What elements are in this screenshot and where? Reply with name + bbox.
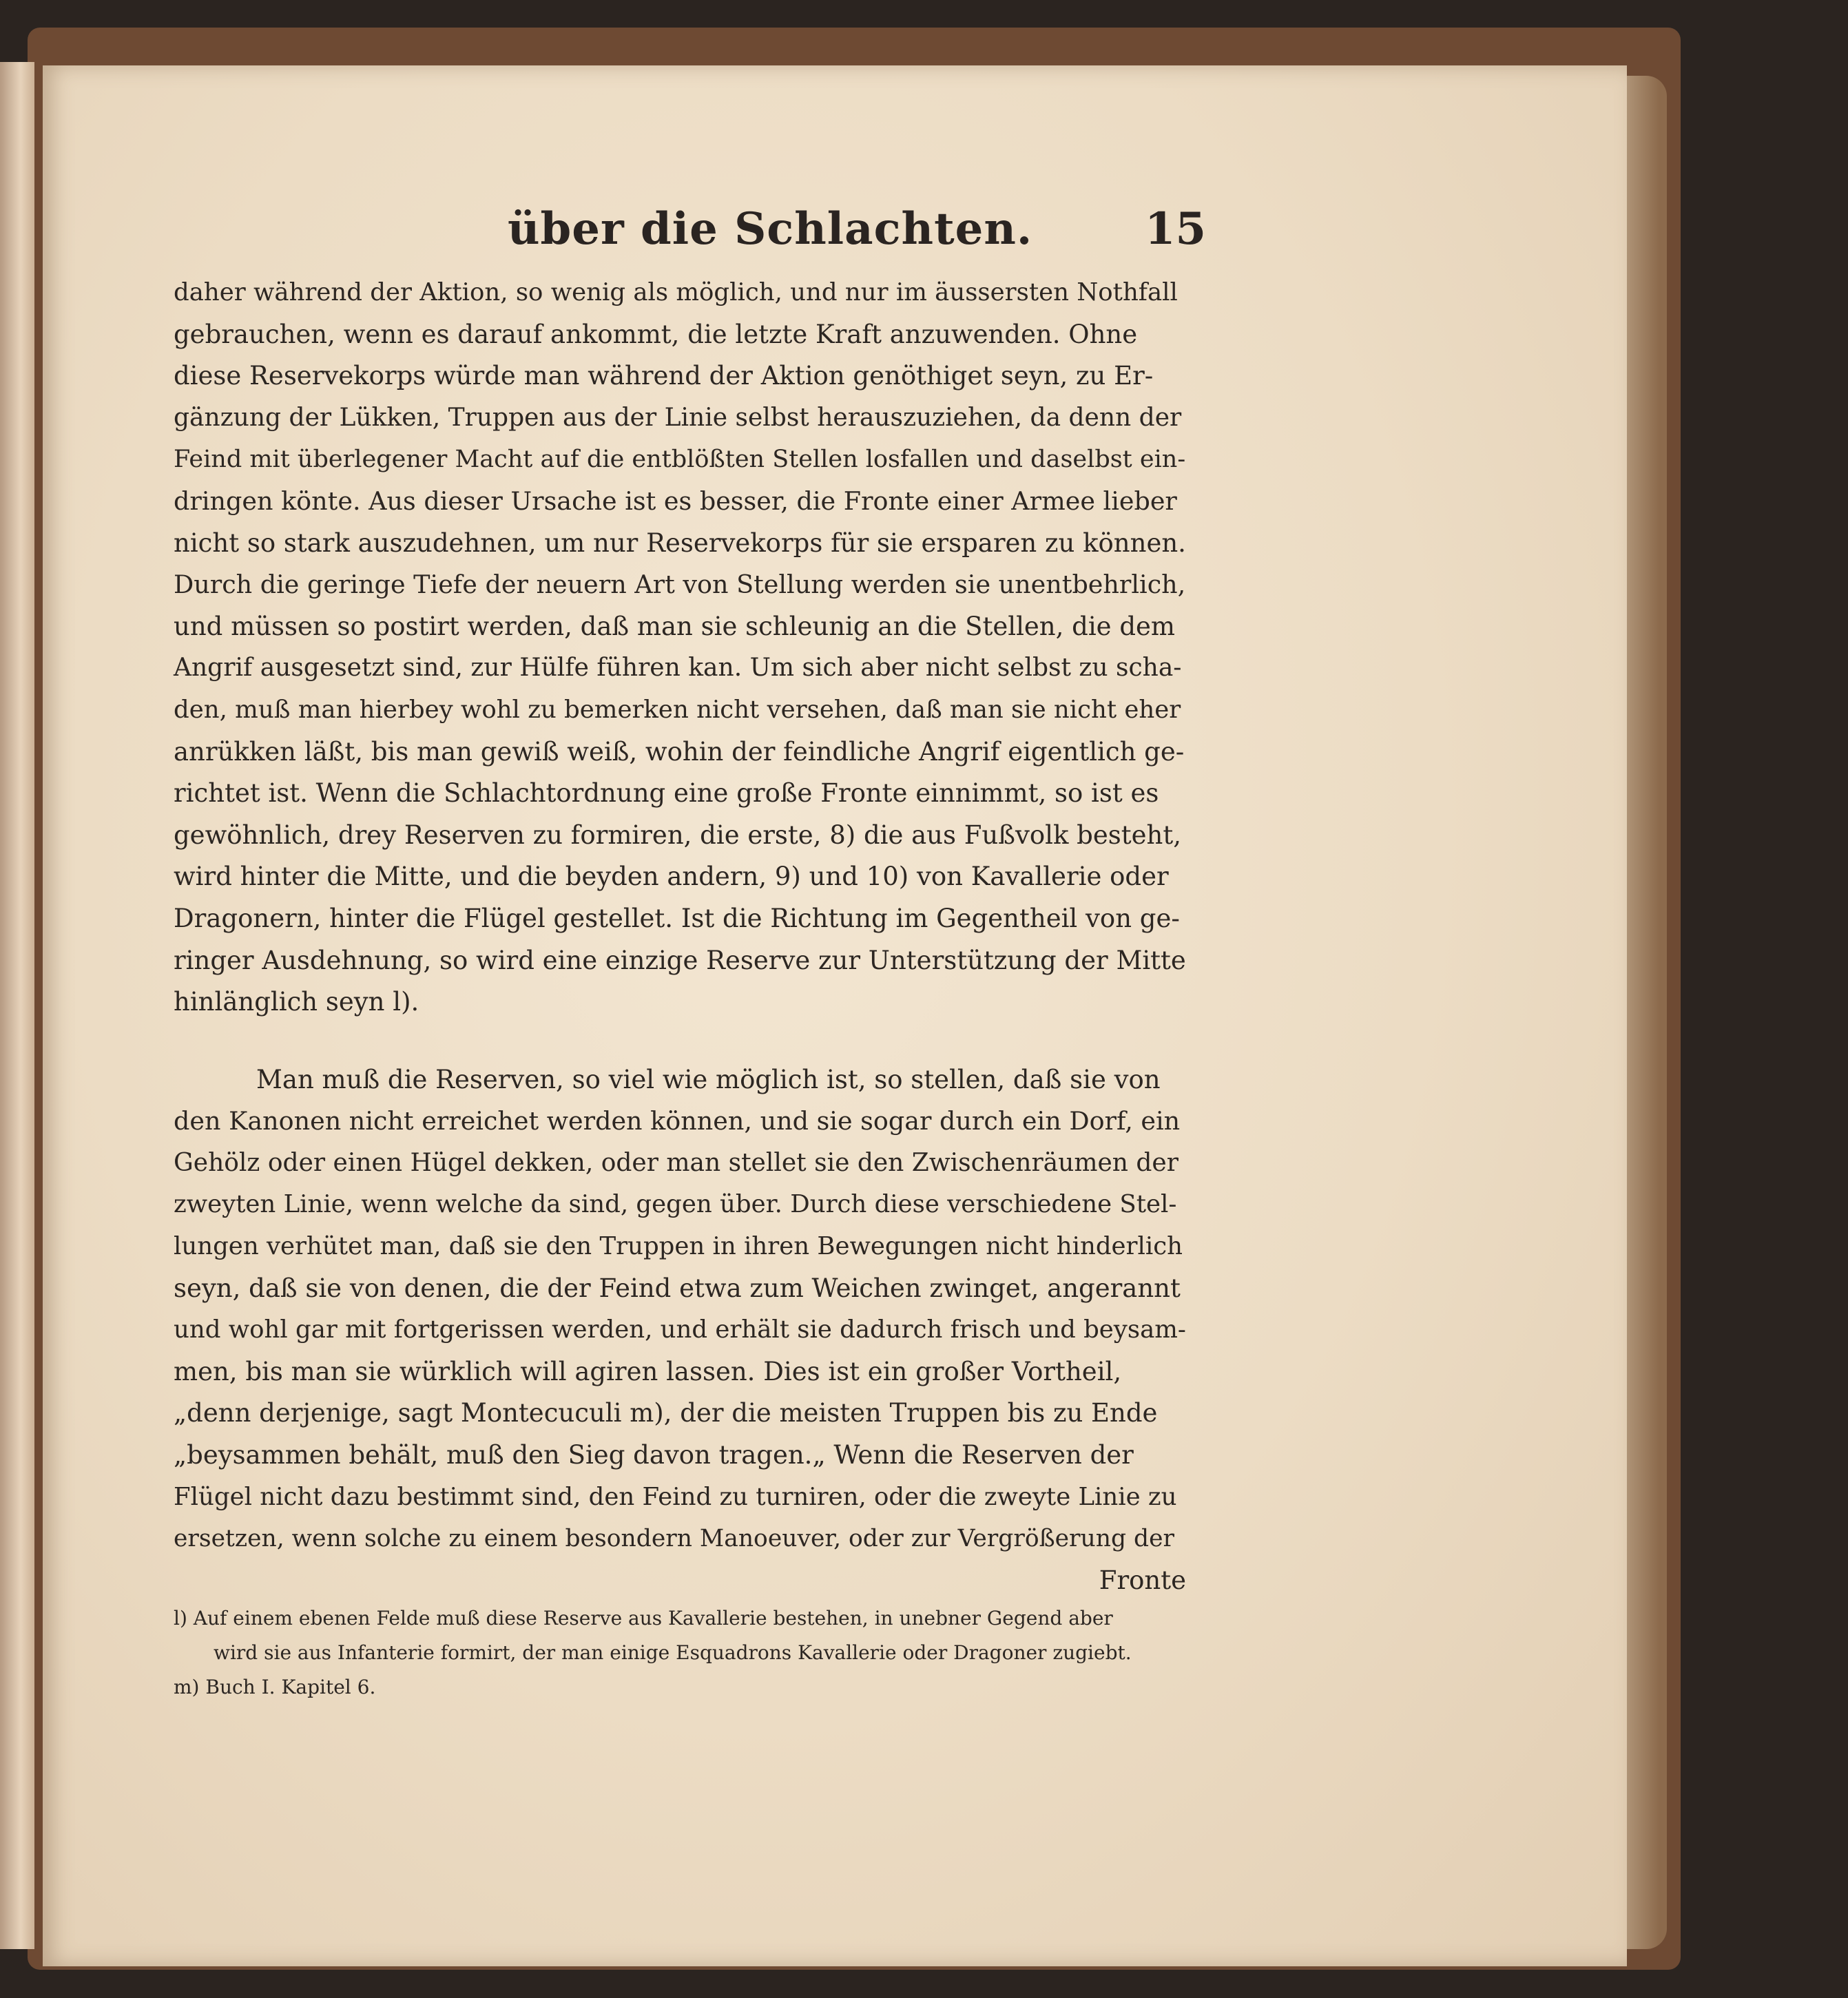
running-head bbox=[43, 203, 1627, 279]
paragraph bbox=[174, 272, 1186, 1023]
footnote-m: m) Buch I. Kapitel 6. bbox=[174, 1676, 376, 1698]
text-line: „beysammen behält, muß den Sieg davon tragen.„ Wenn die Reserven der bbox=[174, 1440, 1134, 1470]
text-line: Dragonern, hinter die Flügel gestellet. Ist die Richtung im Gegentheil von ge- bbox=[174, 903, 1180, 933]
text-line: ringer Ausdehnung, so wird eine einzige Reserve zur Unterstützung der Mitte bbox=[174, 945, 1186, 975]
text-line: den Kanonen nicht erreichet werden können, und sie sogar durch ein Dorf, ein bbox=[174, 1106, 1181, 1136]
footnote-l-continued: wird sie aus Infanterie formirt, der man einige Esquadrons Kavallerie oder Dragoner zugiebt. bbox=[214, 1641, 1132, 1664]
text-line: zweyten Linie, wenn welche da sind, gegen über. Durch diese verschiedene Stel- bbox=[174, 1190, 1177, 1219]
page-number: 15 bbox=[1145, 203, 1207, 255]
text-line: nicht so stark auszudehnen, um nur Reservekorps für sie ersparen zu können. bbox=[174, 528, 1186, 558]
text-line: Feind mit überlegener Macht auf die entblößten Stellen losfallen und daselbst ein- bbox=[174, 446, 1186, 474]
text-line: richtet ist. Wenn die Schlachtordnung eine große Fronte einnimmt, so ist es bbox=[174, 778, 1159, 809]
text-line: dringen könte. Aus dieser Ursache ist es besser, die Fronte einer Armee lieber bbox=[174, 486, 1177, 516]
paragraph-gap bbox=[174, 1023, 1186, 1059]
text-line: wird hinter die Mitte, und die beyden andern, 9) und 10) von Kavallerie oder bbox=[174, 862, 1169, 892]
paragraph bbox=[174, 1059, 1186, 1602]
text-line: und wohl gar mit fortgerissen werden, und erhält sie dadurch frisch und beysam- bbox=[174, 1315, 1186, 1344]
text-line: seyn, daß sie von denen, die der Feind etwa zum Weichen zwinget, angerannt bbox=[174, 1273, 1181, 1303]
text-line: ersetzen, wenn solche zu einem besondern Manoeuver, oder zur Vergrößerung der bbox=[174, 1525, 1175, 1553]
text-line: diese Reservekorps würde man während der Aktion genöthiget seyn, zu Er- bbox=[174, 361, 1154, 391]
text-line: anrükken läßt, bis man gewiß weiß, wohin der feindliche Angrif eigentlich ge- bbox=[174, 736, 1185, 767]
text-line: gänzung der Lükken, Truppen aus der Linie selbst herauszuziehen, da denn der bbox=[174, 403, 1182, 432]
text-line: gewöhnlich, drey Reserven zu formiren, die erste, 8) die aus Fußvolk besteht, bbox=[174, 820, 1181, 850]
text-line: daher während der Aktion, so wenig als möglich, und nur im äussersten Nothfall bbox=[174, 278, 1178, 306]
facing-page-edge bbox=[0, 62, 34, 1949]
page-title: über die Schlachten. bbox=[508, 203, 1033, 255]
text-line: Gehölz oder einen Hügel dekken, oder man stellet sie den Zwischenräumen der bbox=[174, 1148, 1179, 1177]
body-text bbox=[174, 272, 1186, 1601]
catchword: Fronte bbox=[1099, 1565, 1186, 1595]
footnotes bbox=[174, 1601, 1186, 1705]
text-line: Flügel nicht dazu bestimmt sind, den Feind zu turniren, oder die zweyte Linie zu bbox=[174, 1482, 1177, 1511]
book-page bbox=[43, 65, 1627, 1966]
text-line: und müssen so postirt werden, daß man sie schleunig an die Stellen, die dem bbox=[174, 611, 1176, 641]
text-line: Man muß die Reserven, so viel wie möglich ist, so stellen, daß sie von bbox=[256, 1064, 1161, 1094]
text-line: Angrif ausgesetzt sind, zur Hülfe führen kan. Um sich aber nicht selbst zu scha- bbox=[174, 654, 1182, 683]
text-line: den, muß man hierbey wohl zu bemerken nicht versehen, daß man sie nicht eher bbox=[174, 695, 1181, 724]
text-line: Durch die geringe Tiefe der neuern Art von Stellung werden sie unentbehrlich, bbox=[174, 570, 1186, 600]
text-line: gebrauchen, wenn es darauf ankommt, die letzte Kraft anzuwenden. Ohne bbox=[174, 319, 1138, 349]
text-line: men, bis man sie würklich will agiren lassen. Dies ist ein großer Vortheil, bbox=[174, 1356, 1122, 1386]
footnote-l: l) Auf einem ebenen Felde muß diese Reserve aus Kavallerie bestehen, in unebner Gegend aber bbox=[174, 1607, 1113, 1630]
text-line: lungen verhütet man, daß sie den Truppen in ihren Bewegungen nicht hinderlich bbox=[174, 1232, 1183, 1261]
text-line: „denn derjenige, sagt Montecuculi m), der die meisten Truppen bis zu Ende bbox=[174, 1398, 1158, 1428]
text-line: hinlänglich seyn l). bbox=[174, 987, 419, 1017]
